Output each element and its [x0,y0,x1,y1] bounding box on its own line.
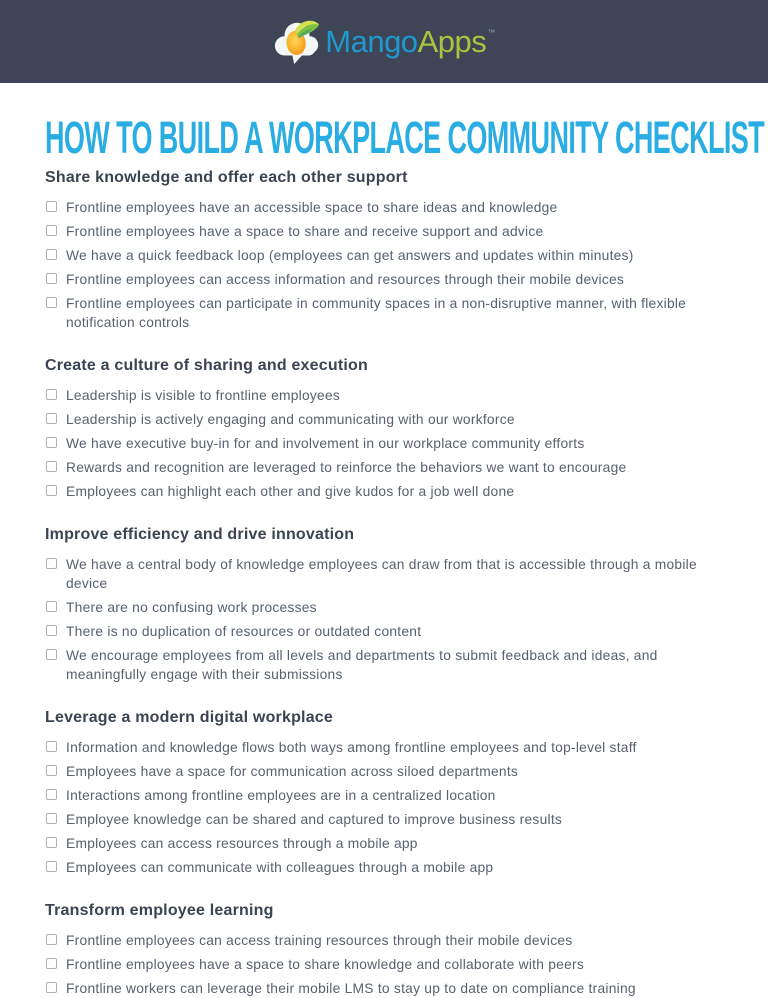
mango-cloud-icon [273,16,323,68]
checklist-item [45,598,725,617]
checkbox-unchecked[interactable] [46,837,57,848]
checklist-item [45,762,725,781]
checklist-item [45,786,725,805]
checklist-document [0,83,768,998]
checklist-item [45,198,725,217]
checklist-item [45,410,725,429]
checkbox-unchecked[interactable] [46,389,57,400]
checkbox-unchecked[interactable] [46,813,57,824]
checklist-section [45,902,725,998]
checkbox-unchecked[interactable] [46,249,57,260]
checklist-item-label: We encourage employees from all levels and departments to submit feedback and ideas, and meaningfully engage with their submissions [66,648,658,682]
checklist-item-label: Frontline employees can participate in community spaces in a non-disruptive manner, with flexible notification controls [66,296,687,330]
checklist-item [45,834,725,853]
checklist-sections [45,169,725,998]
checklist-item [45,931,725,950]
checklist-item [45,955,725,974]
section-heading: Transform employee learning [45,902,274,919]
checkbox-unchecked[interactable] [46,982,57,993]
checklist-item-label: Leadership is visible to frontline employees [66,388,341,403]
section-heading: Improve efficiency and drive innovation [45,526,355,543]
checklist-item-label: Frontline employees have a space to share knowledge and collaborate with peers [66,957,585,972]
checklist-item-label: Frontline employees can access training resources through their mobile devices [66,933,573,948]
checkbox-unchecked[interactable] [46,649,57,660]
checkbox-unchecked[interactable] [46,273,57,284]
checkbox-unchecked[interactable] [46,485,57,496]
checklist-item-label: Employees have a space for communication across siloed departments [66,764,519,779]
logo-wordmark [325,26,494,57]
mangoapps-logo [273,16,494,68]
checkbox-unchecked[interactable] [46,958,57,969]
checklist-item-label: Frontline employees can access information and resources through their mobile devices [66,272,625,287]
checkbox-unchecked[interactable] [46,558,57,569]
page-title-text: HOW TO BUILD A WORKPLACE COMMUNITY CHECKLIST [45,112,765,163]
checklist-item [45,646,725,684]
checklist-item-label: Rewards and recognition are leveraged to reinforce the behaviors we want to encourage [66,460,627,475]
checkbox-unchecked[interactable] [46,741,57,752]
checkbox-unchecked[interactable] [46,201,57,212]
checklist-item-label: Frontline workers can leverage their mobile LMS to stay up to date on compliance training [66,981,636,996]
checklist-item [45,622,725,641]
checklist-item-label: Employee knowledge can be shared and captured to improve business results [66,812,563,827]
section-heading: Share knowledge and offer each other support [45,169,408,186]
checklist-item-label: Information and knowledge flows both ways among frontline employees and top-level staff [66,740,637,755]
checklist-section [45,526,725,684]
checklist-item-label: We have executive buy-in for and involvement in our workplace community efforts [66,436,585,451]
checklist-item [45,222,725,241]
checklist-item [45,810,725,829]
checklist-section [45,169,725,332]
checklist-item-label: Employees can access resources through a mobile app [66,836,418,851]
checklist-item-label: We have a central body of knowledge employees can draw from that is accessible through a mobile device [66,557,697,591]
checkbox-unchecked[interactable] [46,789,57,800]
checkbox-unchecked[interactable] [46,297,57,308]
checklist-item-label: Leadership is actively engaging and communicating with our workforce [66,412,515,427]
checklist-item-label: Frontline employees have a space to share and receive support and advice [66,224,544,239]
checkbox-unchecked[interactable] [46,765,57,776]
checkbox-unchecked[interactable] [46,601,57,612]
checklist-item-label: Interactions among frontline employees are in a centralized location [66,788,496,803]
logo-text-apps: Apps [417,24,487,59]
trademark-symbol: ™ [487,28,495,37]
checklist-item-label: We have a quick feedback loop (employees can get answers and updates within minutes) [66,248,634,263]
checklist-item [45,555,725,593]
checklist-item [45,434,725,453]
checklist-item [45,458,725,477]
checklist-item [45,482,725,501]
checklist-item [45,738,725,757]
checklist-section [45,709,725,877]
checklist-item [45,270,725,289]
checkbox-unchecked[interactable] [46,625,57,636]
section-heading: Leverage a modern digital workplace [45,709,333,726]
checklist-item [45,858,725,877]
header-bar [0,0,768,83]
checklist-item-label: Employees can communicate with colleagues through a mobile app [66,860,494,875]
checklist-item [45,386,725,405]
checklist-item-label: Frontline employees have an accessible space to share ideas and knowledge [66,200,558,215]
checkbox-unchecked[interactable] [46,461,57,472]
checklist-section [45,357,725,501]
checklist-item [45,979,725,998]
logo-text-mango: Mango [325,24,418,59]
checklist-item-label: There is no duplication of resources or outdated content [66,624,422,639]
checkbox-unchecked[interactable] [46,225,57,236]
page-title [45,83,765,163]
checkbox-unchecked[interactable] [46,437,57,448]
checkbox-unchecked[interactable] [46,934,57,945]
checkbox-unchecked[interactable] [46,413,57,424]
checklist-item-label: There are no confusing work processes [66,600,317,615]
checklist-item-label: Employees can highlight each other and give kudos for a job well done [66,484,515,499]
checklist-item [45,294,725,332]
checklist-item [45,246,725,265]
checkbox-unchecked[interactable] [46,861,57,872]
section-heading: Create a culture of sharing and execution [45,357,368,374]
